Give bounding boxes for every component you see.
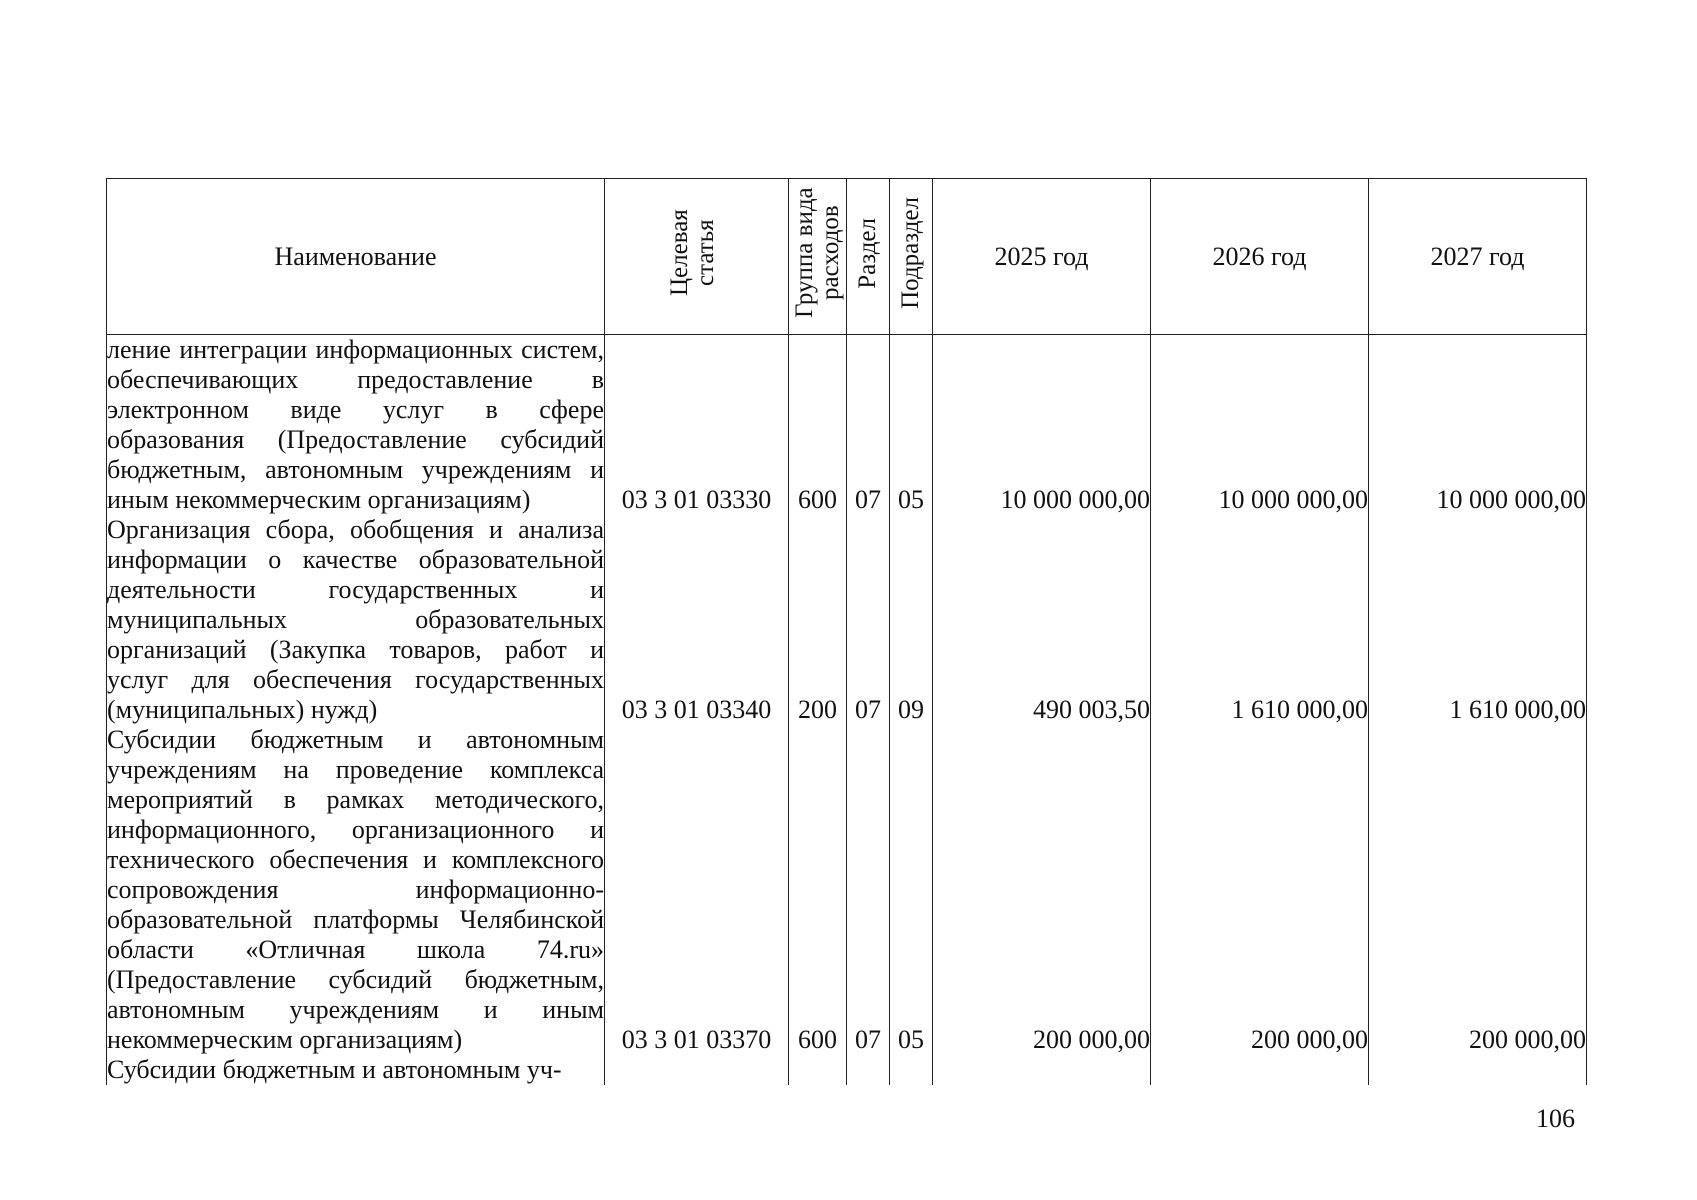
row-amount-2027: 200 000,00: [1369, 725, 1587, 1055]
row-amount-2026: [1151, 1055, 1369, 1085]
row-section: 07: [847, 335, 890, 516]
row-subsection: 05: [890, 725, 933, 1055]
document-page: [106, 178, 1586, 1085]
row-target-article: 03 3 01 03330: [605, 335, 789, 516]
row-expense-group: 600: [789, 725, 847, 1055]
budget-table: [106, 178, 1587, 1085]
header-target-article: Целевая статья: [605, 179, 789, 335]
row-section: 07: [847, 515, 890, 725]
row-amount-2026: 200 000,00: [1151, 725, 1369, 1055]
row-expense-group: 200: [789, 515, 847, 725]
table-row: [107, 725, 1587, 1055]
row-amount-2026: 1 610 000,00: [1151, 515, 1369, 725]
table-row: [107, 1055, 1587, 1085]
row-name: ление интеграции информационных систем, обеспечивающих предоставление в электронном виде услуг в сфере образования (Предоставление субсидий бюджетным, автономным учреждениям и иным некоммерческим организациям): [107, 335, 604, 514]
header-expense-group: Группа вида расходов: [789, 179, 847, 335]
header-year-2027: 2027 год: [1369, 179, 1587, 335]
header-subsection: Подраздел: [890, 179, 933, 335]
row-amount-2025: 200 000,00: [933, 725, 1151, 1055]
header-section: Раздел: [847, 179, 890, 335]
row-name: Субсидии бюджетным и автономным учреждениям на проведение комплекса мероприятий в рамках методического, информационного, организационного и технического обеспечения и комплексного сопровождения информационно-образовательной платформы Челябинской области «Отличная школа 74.ru» (Предоставление субсидий бюджетным, автономным учреждениям и иным некоммерческим организациям): [107, 725, 604, 1054]
row-amount-2027: [1369, 1055, 1587, 1085]
row-target-article: 03 3 01 03340: [605, 515, 789, 725]
row-amount-2025: 490 003,50: [933, 515, 1151, 725]
page-number: 106: [1536, 1104, 1575, 1133]
row-expense-group: [789, 1055, 847, 1085]
row-target-article: 03 3 01 03370: [605, 725, 789, 1055]
header-row: [107, 179, 1587, 335]
header-name: Наименование: [107, 179, 605, 335]
header-year-2025: 2025 год: [933, 179, 1151, 335]
row-section: 07: [847, 725, 890, 1055]
row-amount-2025: 10 000 000,00: [933, 335, 1151, 516]
row-subsection: [890, 1055, 933, 1085]
row-amount-2027: 1 610 000,00: [1369, 515, 1587, 725]
table-row: [107, 515, 1587, 725]
row-target-article: [605, 1055, 789, 1085]
row-name: Организация сбора, обобщения и анализа информации о качестве образовательной деятельности государственных и муниципальных образовательных организаций (Закупка товаров, работ и услуг для обеспечения государственных (муниципальных) нужд): [107, 515, 604, 724]
header-year-2026: 2026 год: [1151, 179, 1369, 335]
row-subsection: 05: [890, 335, 933, 516]
row-name: Субсидии бюджетным и автономным уч-: [107, 1055, 605, 1085]
row-section: [847, 1055, 890, 1085]
row-amount-2025: [933, 1055, 1151, 1085]
row-subsection: 09: [890, 515, 933, 725]
row-amount-2026: 10 000 000,00: [1151, 335, 1369, 516]
table-row: [107, 335, 1587, 516]
row-amount-2027: 10 000 000,00: [1369, 335, 1587, 516]
row-expense-group: 600: [789, 335, 847, 516]
